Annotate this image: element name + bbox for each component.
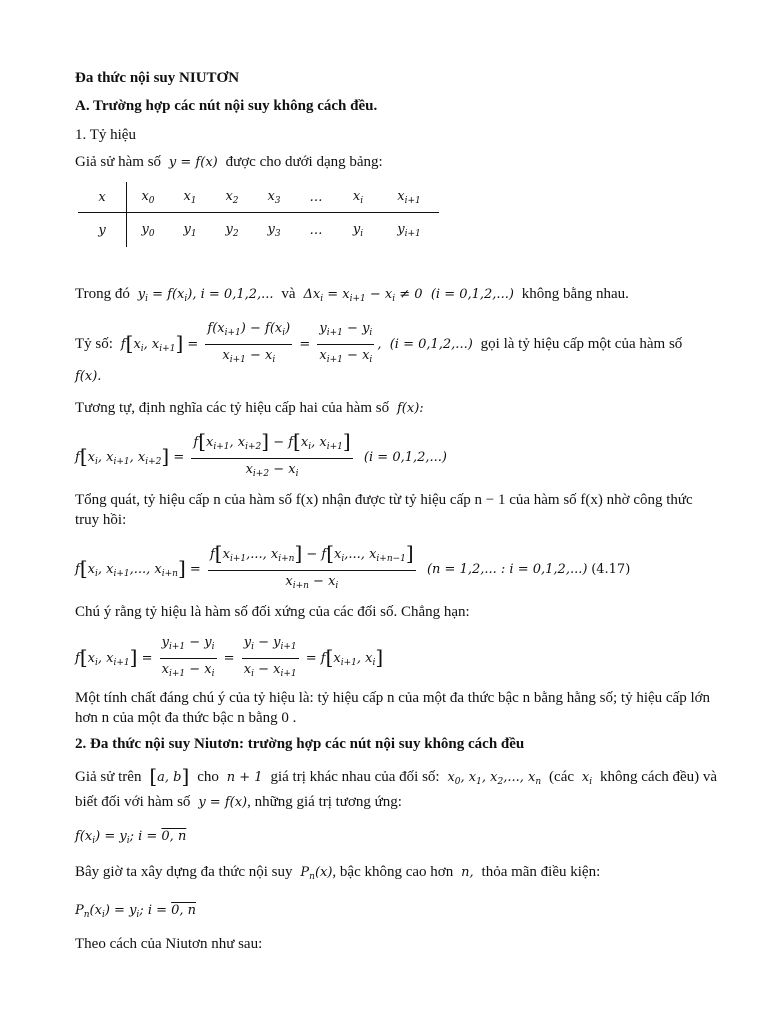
table-cell: $y_i$ — [352, 221, 364, 239]
value-table — [78, 182, 439, 247]
text: Giả sử hàm số — [75, 154, 162, 170]
paragraph-property: Một tính chất đáng chú ý của tỷ hiệu là: tỷ hiệu cấp n của một đa thức bậc n bằng hằng số; tỷ hiệu cấp lớn hơn n của một đa thức bậc n bằng 0 . — [75, 690, 711, 726]
text: Tỷ số: — [75, 336, 113, 352]
text: không cách đều) và — [600, 769, 718, 785]
formula-condition — [75, 900, 715, 925]
formula: n + 1 — [222, 770, 267, 785]
text: không bằng nhau. — [521, 286, 629, 302]
formula: $P_n(x)$ — [296, 865, 333, 882]
doc-title: Đa thức nội suy NIUTƠN — [75, 70, 240, 86]
text: giá trị khác nhau của đối số: — [270, 769, 440, 785]
formula: [a, b] — [149, 764, 190, 788]
table-row-x — [78, 182, 439, 213]
table-cell: … — [309, 222, 323, 238]
formula: $\Delta x_i = x_{i+1} - x_i \ne 0$ (i = 0,1,2,...) — [299, 287, 519, 304]
table-cell: $y_0$ — [141, 221, 155, 239]
text: , bậc không cao hơn — [332, 864, 454, 880]
text: biết đối với hàm số — [75, 794, 191, 810]
subsection-1-heading: 1. Tỷ hiệu — [75, 127, 136, 143]
formula: n, — [457, 865, 478, 880]
paragraph-general: Tổng quát, tỷ hiệu cấp n của hàm số f(x) nhận được từ tỷ hiệu cấp n − 1 của hàm số f(x) nhờ công thức truy hồi: — [75, 492, 693, 528]
table-cell: $x_3$ — [253, 182, 295, 213]
formula: $f(x_i) = y_i$; i = 0, n — [75, 829, 187, 846]
formula-fx — [75, 366, 715, 387]
table-header-x: x — [78, 182, 127, 213]
paragraph-construct — [75, 862, 715, 887]
paragraph-symmetry: Chú ý rằng tỷ hiệu là hàm số đối xứng của các đối số. Chẳng hạn: — [75, 604, 470, 620]
text: Bây giờ ta xây dựng đa thức nội suy — [75, 864, 293, 880]
paragraph-definitions — [75, 284, 715, 309]
formula: $y_i = f(x_i)$, i = 0,1,2,... — [133, 287, 278, 304]
paragraph-second-order — [75, 398, 715, 419]
formula: $f[x_i$, $x_{i+1}$] = $\frac{y_{i+1} - y_i}{x_{i+1} - x_i}$ = $\frac{y_i - y_{i+1}}{x_i - x_{i+1}}$ = $f[x_{i+1}$, $x_i$] — [75, 635, 384, 679]
formula: f(x): — [392, 401, 424, 416]
table-cell: $x_2$ — [211, 182, 253, 213]
text: (các — [549, 769, 575, 785]
formula: $f[x_i$, $x_{i+1}$,..., $x_{i+n}$] = $\frac{f[x_{i+1},..., x_{i+n}] - f[x_i,..., x_{i+n-1}]}{x_{i+n} - x_i}$ (n = 1,2,... : i = 0,1,2,...) — [75, 541, 588, 591]
formula: $P_n(x_i) = y_i$; i = 0, n — [75, 903, 197, 920]
formula-symmetry — [75, 634, 715, 683]
text: thỏa mãn điều kiện: — [481, 864, 601, 880]
table-row-y — [78, 213, 439, 248]
paragraph-newton: Theo cách của Niutơn như sau: — [75, 936, 263, 952]
paragraph-function-table — [75, 152, 715, 173]
formula: f(x). — [75, 369, 102, 384]
table-cell: $y_1$ — [183, 221, 197, 239]
formula: $x_i$ — [577, 770, 593, 787]
text: được cho dưới dạng bảng: — [225, 154, 383, 170]
paragraph-setup-2 — [75, 792, 715, 813]
section-2-heading: 2. Đa thức nội suy Niutơn: trường hợp các nút nội suy không cách đều — [75, 736, 525, 752]
text: Giả sử trên — [75, 769, 142, 785]
formula: y = f(x) — [194, 795, 248, 810]
text: Tương tự, định nghĩa các tỷ hiệu cấp hai của hàm số — [75, 400, 390, 416]
formula: $f[x_i$, $x_{i+1}$] = $\frac{f(x_{i+1}) - f(x_i)}{x_{i+1} - x_i}$ = $\frac{y_{i+1} - y_i}{x_{i+1} - x_i}$ , (i = 0,1,2,...) — [116, 321, 477, 365]
text: Trong đó — [75, 286, 130, 302]
table-cell: $y_{i+1}$ — [397, 221, 421, 239]
formula: $x_0$, $x_1$, $x_2$,..., $x_n$ — [443, 770, 542, 787]
formula-second-order — [75, 429, 715, 483]
formula-values — [75, 826, 715, 851]
table-cell: $y_3$ — [267, 221, 281, 239]
table-cell: … — [295, 182, 337, 213]
text: và — [281, 286, 296, 302]
text: gọi là tỷ hiệu cấp một của hàm số — [480, 336, 683, 352]
formula: y = f(x) — [164, 155, 222, 170]
formula: $f[x_i$, $x_{i+1}$, $x_{i+2}$] = $\frac{f[x_{i+1}, x_{i+2}] - f[x_i, x_{i+1}]}{x_{i+2} - x_i}$ (i = 0,1,2,...) — [75, 429, 448, 479]
text: , những giá trị tương ứng: — [247, 794, 402, 810]
paragraph-first-order-ratio — [75, 320, 715, 369]
table-cell: $x_0$ — [127, 182, 170, 213]
table-cell: $x_1$ — [169, 182, 211, 213]
equation-number: (4.17) — [591, 562, 631, 577]
table-cell: $y_2$ — [225, 221, 239, 239]
paragraph-setup-1 — [75, 764, 718, 792]
table-header-y: y — [78, 213, 127, 248]
section-a-heading: A. Trường hợp các nút nội suy không cách đều. — [75, 98, 378, 114]
text: cho — [197, 769, 219, 785]
table-cell: $x_i$ — [337, 182, 379, 213]
formula-recursive — [75, 541, 715, 595]
table-cell: $x_{i+1}$ — [379, 182, 439, 213]
